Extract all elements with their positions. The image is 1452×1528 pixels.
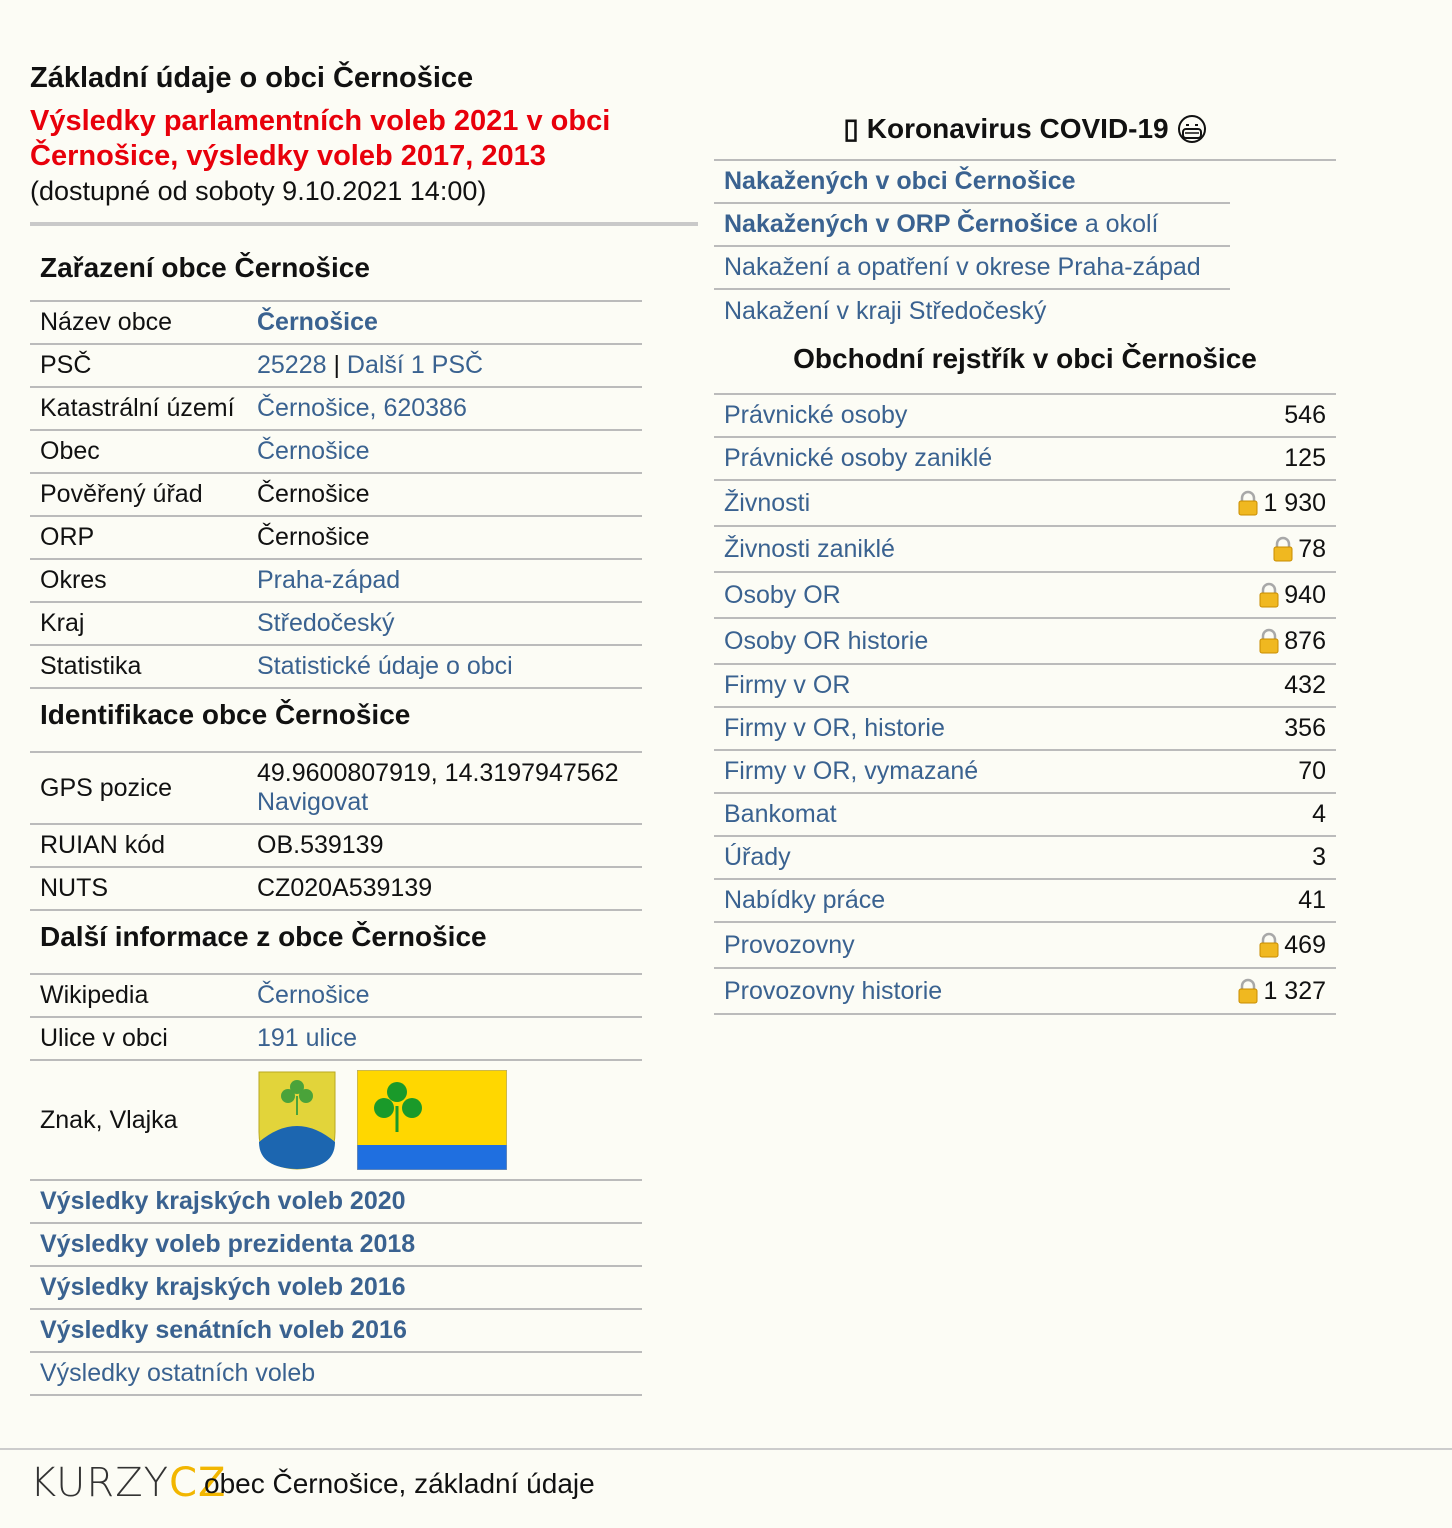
rejstrik-link[interactable]: Právnické osoby zaniklé bbox=[724, 444, 993, 472]
rejstrik-count bbox=[1284, 671, 1326, 700]
table-row bbox=[30, 825, 642, 868]
table-row bbox=[714, 395, 1336, 438]
identifikace-title: Identifikace obce Černošice bbox=[30, 689, 642, 753]
senate-elections-2016-link[interactable]: Výsledky senátních voleb 2016 bbox=[40, 1316, 407, 1344]
statistika-link[interactable]: Statistické údaje o obci bbox=[257, 652, 513, 680]
page-title: Základní údaje o obci Černošice bbox=[30, 62, 474, 94]
count-value: 4 bbox=[1312, 800, 1326, 828]
regional-elections-2016-link[interactable]: Výsledky krajských voleb 2016 bbox=[40, 1273, 406, 1301]
count-value: 3 bbox=[1312, 843, 1326, 871]
rejstrik-link[interactable]: Živnosti zaniklé bbox=[724, 534, 895, 563]
lock-icon[interactable] bbox=[1237, 978, 1259, 1004]
list-item bbox=[714, 161, 1230, 204]
row-value: OB.539139 bbox=[257, 831, 384, 859]
rejstrik-link[interactable]: Právnické osoby bbox=[724, 401, 908, 429]
rejstrik-count bbox=[1312, 843, 1326, 872]
rejstrik-link[interactable]: Firmy v OR, historie bbox=[724, 714, 945, 742]
availability-note: (dostupné od soboty 9.10.2021 14:00) bbox=[30, 176, 487, 206]
row-label: Statistika bbox=[40, 652, 142, 680]
link-row bbox=[30, 1310, 642, 1353]
left-column bbox=[30, 60, 698, 1396]
covid-kraj-link[interactable]: Nakažení v kraji Středočeský bbox=[724, 297, 1047, 325]
table-row bbox=[714, 573, 1336, 619]
count-value: 356 bbox=[1284, 714, 1326, 742]
table-row bbox=[30, 302, 642, 345]
link-row bbox=[30, 1181, 642, 1224]
row-label: Kraj bbox=[40, 609, 85, 637]
rejstrik-count bbox=[1312, 800, 1326, 829]
row-value: CZ020A539139 bbox=[257, 874, 433, 902]
rejstrik-count bbox=[1298, 886, 1326, 915]
table-row bbox=[30, 517, 642, 560]
count-value: 546 bbox=[1284, 401, 1326, 429]
zarazeni-table bbox=[30, 226, 642, 1396]
table-row bbox=[30, 1018, 642, 1061]
table-row bbox=[714, 619, 1336, 665]
row-label: Ulice v obci bbox=[40, 1024, 168, 1052]
link-row bbox=[30, 1267, 642, 1310]
kurzy-logo[interactable] bbox=[30, 1460, 226, 1506]
table-row bbox=[714, 837, 1336, 880]
table-row bbox=[30, 560, 642, 603]
table-row bbox=[30, 603, 642, 646]
list-item bbox=[714, 290, 1230, 333]
placeholder-glyph-icon: ▯ bbox=[843, 113, 859, 144]
table-row bbox=[714, 665, 1336, 708]
rejstrik-link[interactable]: Provozovny historie bbox=[724, 976, 943, 1005]
row-label: Wikipedia bbox=[40, 981, 149, 1009]
rejstrik-link[interactable]: Firmy v OR bbox=[724, 671, 851, 699]
rejstrik-count bbox=[1258, 931, 1326, 960]
lock-icon[interactable] bbox=[1237, 490, 1259, 516]
table-row bbox=[30, 975, 642, 1018]
rejstrik-count bbox=[1258, 627, 1326, 656]
covid-title bbox=[714, 112, 1336, 161]
link-row bbox=[30, 1224, 642, 1267]
count-value: 70 bbox=[1298, 757, 1326, 785]
table-row bbox=[714, 969, 1336, 1015]
row-label: PSČ bbox=[40, 351, 92, 379]
lock-icon[interactable] bbox=[1258, 628, 1280, 654]
gps-value: 49.9600807919, 14.3197947562 bbox=[257, 759, 619, 787]
table-row bbox=[714, 794, 1336, 837]
table-row bbox=[714, 481, 1336, 527]
count-value: 469 bbox=[1284, 930, 1326, 959]
table-row bbox=[30, 753, 642, 825]
table-row bbox=[30, 345, 642, 388]
zarazeni-title: Zařazení obce Černošice bbox=[30, 226, 642, 302]
right-column bbox=[714, 112, 1336, 1015]
table-row bbox=[30, 474, 642, 517]
rejstrik-count bbox=[1284, 444, 1326, 473]
rejstrik-link[interactable]: Osoby OR bbox=[724, 580, 841, 609]
rejstrik-count bbox=[1258, 581, 1326, 610]
regional-elections-2020-link[interactable]: Výsledky krajských voleb 2020 bbox=[40, 1187, 406, 1215]
row-label: NUTS bbox=[40, 874, 109, 902]
okres-link[interactable]: Praha-západ bbox=[257, 566, 401, 594]
table-row bbox=[714, 438, 1336, 481]
table-row bbox=[714, 880, 1336, 923]
count-value: 1 930 bbox=[1263, 488, 1326, 517]
rejstrik-link[interactable]: Úřady bbox=[724, 843, 791, 871]
table-row bbox=[714, 708, 1336, 751]
count-value: 78 bbox=[1298, 534, 1326, 563]
row-label: Katastrální území bbox=[40, 394, 235, 422]
row-label: RUIAN kód bbox=[40, 831, 166, 859]
rejstrik-link[interactable]: Živnosti bbox=[724, 488, 811, 517]
wikipedia-link[interactable]: Černošice bbox=[257, 981, 370, 1009]
dalsi-title: Další informace z obce Černošice bbox=[30, 911, 642, 975]
obec-name-link[interactable]: Černošice bbox=[257, 308, 378, 336]
president-elections-2018-link[interactable]: Výsledky voleb prezidenta 2018 bbox=[40, 1230, 416, 1258]
row-value: Černošice bbox=[257, 480, 370, 508]
covid-links bbox=[714, 161, 1230, 333]
rejstrik-count bbox=[1237, 977, 1326, 1006]
rejstrik-link[interactable]: Bankomat bbox=[724, 800, 837, 828]
rejstrik-link[interactable]: Nabídky práce bbox=[724, 886, 886, 914]
table-row bbox=[30, 388, 642, 431]
count-value: 432 bbox=[1284, 671, 1326, 699]
count-value: 940 bbox=[1284, 580, 1326, 609]
obec-link[interactable]: Černošice bbox=[257, 437, 370, 465]
rejstrik-count bbox=[1272, 535, 1326, 564]
lock-icon[interactable] bbox=[1272, 536, 1294, 562]
psc-link[interactable]: 25228 bbox=[257, 351, 327, 379]
table-row bbox=[30, 1061, 642, 1181]
count-value: 41 bbox=[1298, 886, 1326, 914]
row-label: Okres bbox=[40, 566, 107, 594]
link-row bbox=[30, 1353, 642, 1396]
covid-orp-bold: Nakažených v ORP Černošice bbox=[724, 210, 1078, 238]
face-mask-icon bbox=[1177, 114, 1207, 144]
rejstrik-link[interactable]: Provozovny bbox=[724, 930, 855, 959]
covid-okres-link[interactable]: Nakažení a opatření v okrese Praha-západ bbox=[724, 253, 1201, 281]
covid-title-text: Koronavirus COVID-19 bbox=[866, 112, 1169, 144]
coat-of-arms-image[interactable] bbox=[257, 1070, 337, 1170]
table-row bbox=[30, 431, 642, 474]
lock-icon[interactable] bbox=[1258, 582, 1280, 608]
row-value: Černošice bbox=[257, 523, 370, 551]
rejstrik-title: Obchodní rejstřík v obci Černošice bbox=[714, 333, 1336, 395]
more-psc-link[interactable]: Další 1 PSČ bbox=[346, 351, 484, 379]
row-label: GPS pozice bbox=[40, 773, 173, 802]
covid-orp-rest: a okolí bbox=[1077, 210, 1159, 238]
logo-kurzy-text: KURZY bbox=[30, 1460, 170, 1506]
rejstrik-link[interactable]: Osoby OR historie bbox=[724, 626, 929, 655]
table-row bbox=[714, 923, 1336, 969]
rejstrik-count bbox=[1284, 714, 1326, 743]
logo-cz-text: CZ bbox=[169, 1460, 227, 1506]
psc-separator: | bbox=[326, 351, 347, 379]
count-value: 1 327 bbox=[1263, 976, 1326, 1005]
rejstrik-table bbox=[714, 395, 1336, 1015]
flag-image[interactable] bbox=[357, 1070, 507, 1170]
kraj-link[interactable]: Středočeský bbox=[257, 609, 395, 637]
katastr-link[interactable]: Černošice, 620386 bbox=[257, 394, 467, 422]
table-row bbox=[714, 751, 1336, 794]
row-label: Název obce bbox=[40, 308, 173, 336]
row-label: ORP bbox=[40, 523, 95, 551]
table-row bbox=[30, 868, 642, 911]
row-label: Znak, Vlajka bbox=[40, 1105, 178, 1134]
count-value: 125 bbox=[1284, 444, 1326, 472]
list-item bbox=[714, 204, 1230, 247]
table-row bbox=[714, 527, 1336, 573]
row-label: Obec bbox=[40, 437, 100, 465]
streets-link[interactable]: 191 ulice bbox=[257, 1024, 358, 1052]
footer bbox=[0, 1448, 1452, 1528]
navigate-link[interactable]: Navigovat bbox=[257, 788, 369, 816]
row-label: Pověřený úřad bbox=[40, 480, 203, 508]
footer-text: obec Černošice, základní údaje bbox=[204, 1468, 595, 1499]
table-row bbox=[30, 646, 642, 689]
rejstrik-count bbox=[1284, 401, 1326, 430]
rejstrik-count bbox=[1237, 489, 1326, 518]
count-value: 876 bbox=[1284, 626, 1326, 655]
lock-icon[interactable] bbox=[1258, 932, 1280, 958]
covid-orp-link[interactable] bbox=[724, 210, 1158, 239]
covid-obec-link[interactable]: Nakažených v obci Černošice bbox=[724, 167, 1076, 195]
rejstrik-link[interactable]: Firmy v OR, vymazané bbox=[724, 757, 979, 785]
rejstrik-count bbox=[1298, 757, 1326, 786]
list-item bbox=[714, 247, 1230, 290]
election-results-link[interactable]: Výsledky parlamentních voleb 2021 v obci Černošice, výsledky voleb 2017, 2013 bbox=[30, 105, 611, 172]
other-elections-link[interactable]: Výsledky ostatních voleb bbox=[40, 1359, 316, 1387]
